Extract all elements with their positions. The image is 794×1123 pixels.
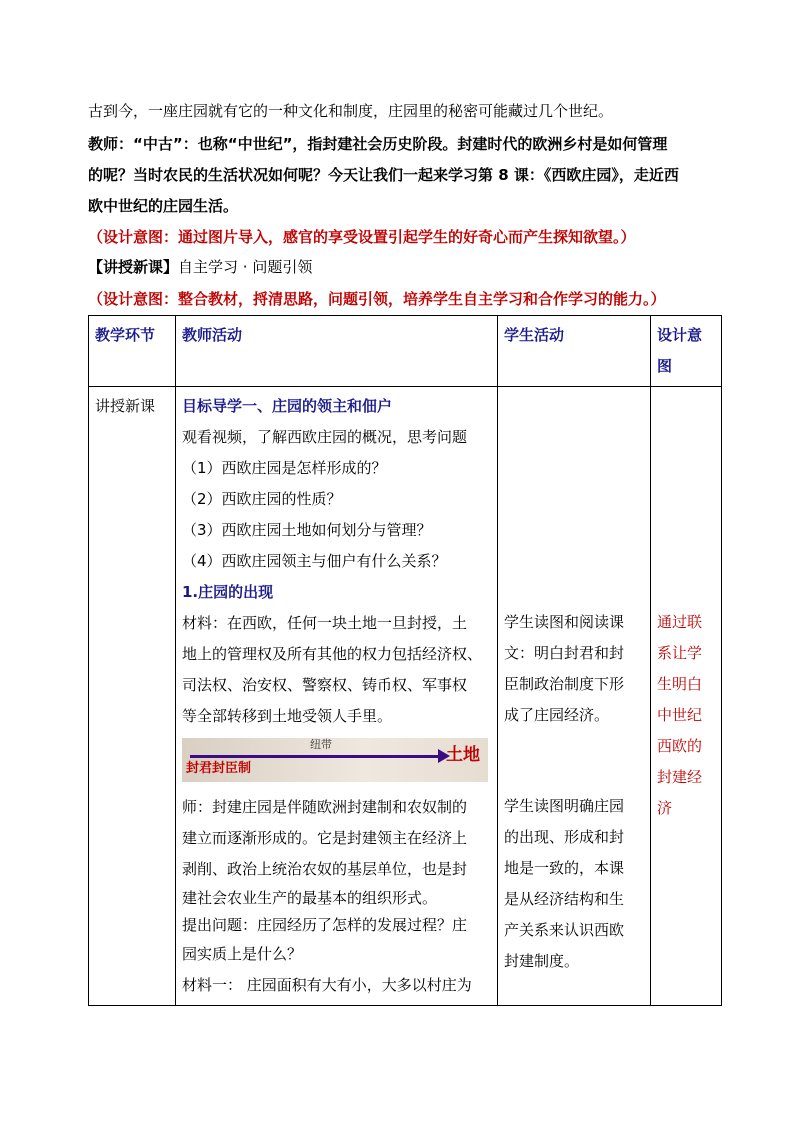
banner-top-label: 纽带 — [310, 738, 332, 751]
teacher-line-1: 师：封建庄园是伴随欧洲封建制和农奴制的 — [182, 798, 468, 816]
student-line: 封建制度。 — [504, 952, 580, 970]
section-heading-rest: 自主学习 · 问题引领 — [178, 258, 313, 276]
question-4: （4）西欧庄园领主与佃户有什么关系？ — [182, 552, 447, 570]
feudal-banner-image — [182, 738, 488, 782]
material-line-2: 地上的管理权及所有其他的权力包括经济权、 — [182, 645, 483, 663]
teacher-line-3: 剥削、政治上统治农奴的基层单位，也是封 — [182, 860, 468, 878]
student-line: 成了庄园经济。 — [504, 706, 610, 724]
design-line: 中世纪 — [657, 706, 703, 724]
material-line-4: 等全部转移到土地受领人手里。 — [182, 707, 393, 725]
material-line-3: 司法权、治安权、警察权、铸币权、军事权 — [182, 676, 468, 694]
table-header-row — [89, 316, 722, 387]
design-line: 济 — [657, 799, 673, 817]
student-line: 学生读图和阅读课 — [504, 613, 625, 631]
arrow-icon — [190, 755, 440, 758]
header-teacher: 教师活动 — [176, 316, 498, 387]
student-line: 的出现、形成和封 — [504, 828, 625, 846]
banner-left-label: 封君封臣制 — [186, 761, 252, 776]
design-line: 生明白 — [657, 675, 703, 693]
teacher-cell — [176, 387, 498, 1006]
lesson-table — [88, 315, 722, 1006]
student-spacer — [504, 391, 644, 607]
student-line: 地是一致的，本课 — [504, 859, 625, 877]
student-line: 产关系来认识西欧 — [504, 921, 625, 939]
design-intent-2: （设计意图：整合教材，捋清思路，问题引领，培养学生自主学习和合作学习的能力。） — [88, 290, 666, 308]
design-line: 系让学 — [657, 644, 703, 662]
student-line: 臣制政治制度下形 — [504, 675, 625, 693]
question-3: （3）西欧庄园土地如何划分与管理？ — [182, 521, 432, 539]
banner-right-label: 土地 — [446, 745, 480, 765]
section-heading-bracket: 【讲授新课】 — [88, 258, 179, 276]
stage-cell: 讲授新课 — [89, 387, 176, 1006]
design-line: 通过联 — [657, 613, 703, 631]
intro-paragraph: 古到今，一座庄园就有它的一种文化和制度，庄园里的秘密可能藏过几个世纪。 — [88, 102, 614, 120]
design-line: 西欧的 — [657, 737, 703, 755]
teacher-paragraph-line-1: 教师：“中古”：也称“中世纪”，指封建社会历史阶段。封建时代的欧洲乡村是如何管理 — [88, 135, 668, 153]
teacher-paragraph-line-3: 欧中世纪的庄园生活。 — [88, 197, 239, 215]
teacher-line-2: 建立而逐渐形成的。它是封建领主在经济上 — [182, 829, 468, 847]
student-line: 是从经济结构和生 — [504, 890, 625, 908]
question-1: （1）西欧庄园是怎样形成的？ — [182, 459, 387, 477]
student-spacer — [504, 731, 644, 791]
material1-line: 材料一： 庄园面积有大有小，大多以村庄为 — [182, 976, 472, 994]
header-design: 设计意图 — [651, 316, 722, 387]
subhead: 1.庄园的出现 — [182, 583, 274, 601]
design-cell — [651, 387, 722, 1006]
table-row — [89, 387, 722, 1006]
material-line-1: 材料：在西欧，任何一块土地一旦封授，土 — [182, 614, 468, 632]
design-line: 封建经 — [657, 768, 703, 786]
student-line: 文：明白封君和封 — [504, 644, 625, 662]
question-2: （2）西欧庄园的性质？ — [182, 490, 342, 508]
question-line-2: 园实质上是什么？ — [182, 945, 303, 963]
design-intent-1: （设计意图：通过图片导入，感官的享受设置引起学生的好奇心而产生探知欲望。） — [88, 228, 636, 246]
question-line-1: 提出问题：庄园经历了怎样的发展过程？庄 — [182, 916, 468, 934]
header-student: 学生活动 — [498, 316, 651, 387]
design-spacer — [657, 391, 715, 607]
student-cell — [498, 387, 651, 1006]
teacher-paragraph-line-2: 的呢？当时农民的生活状况如何呢？今天让我们一起来学习第 8 课：《西欧庄园》，走近西 — [88, 166, 679, 184]
section-heading — [88, 257, 718, 277]
teacher-line-4: 建社会农业生产的最基本的组织形式。 — [182, 889, 438, 907]
header-stage: 教学环节 — [89, 316, 176, 387]
student-line: 学生读图明确庄园 — [504, 797, 625, 815]
teacher-intro: 观看视频，了解西欧庄园的概况，思考问题 — [182, 428, 468, 446]
goal-title: 目标导学一、庄园的领主和佃户 — [182, 397, 393, 415]
